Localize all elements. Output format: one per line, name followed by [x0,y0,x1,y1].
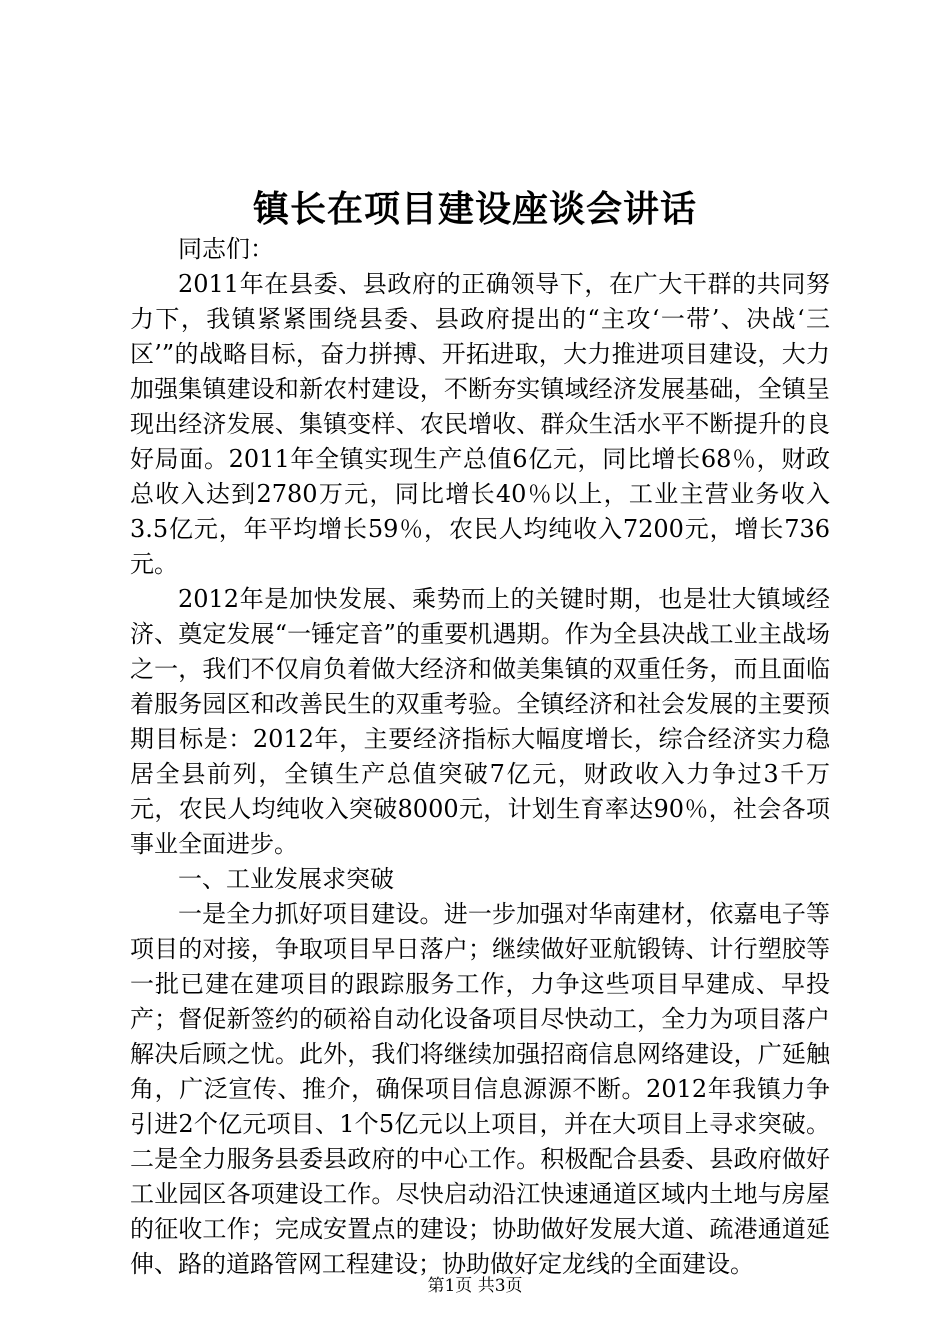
section-heading: 一、工业发展求突破 [178,865,394,893]
body-paragraph: 一是全力抓好项目建设。进一步加强对华南建材，依嘉电子等项目的对接，争取项目早日落户；继续做好亚航锻铸、计行塑胶等一批已建在建项目的跟踪服务工作，力争这些项目早建成、早投产；督促新签约的硕裕自动化设备项目尽快动工，全力为项目落户解决后顾之忧。此外，我们将继续加强招商信息网络建设，广延触角，广泛宣传、推介，确保项目信息源源不断。2012年我镇力争引进2个亿元项目、1个5亿元以上项目，并在大项目上寻求突破。二是全力服务县委县政府的中心工作。积极配合县委、县政府做好工业园区各项建设工作。尽快启动沿江快速通道区域内土地与房屋的征收工作；完成安置点的建设；协助做好发展大道、疏港通道延伸、路的道路管网工程建设；协助做好定龙线的全面建设。 [130,900,830,1278]
body-paragraph: 2011年在县委、县政府的正确领导下，在广大干群的共同努力下，我镇紧紧围绕县委、县政府提出的“主攻‘一带’、决战‘三区’”的战略目标，奋力拼搏、开拓进取，大力推进项目建设，大力加强集镇建设和新农村建设，不断夯实镇域经济发展基础，全镇呈现出经济发展、集镇变样、农民增收、群众生活水平不断提升的良好局面。2011年全镇实现生产总值6亿元，同比增长68％，财政总收入达到2780万元，同比增长40％以上，工业主营业务收入3.5亿元，年平均增长59％，农民人均纯收入7200元，增长736元。 [130,270,830,578]
document-body [130,232,830,1282]
document-title: 镇长在项目建设座谈会讲话 [252,188,697,230]
page-footer: 第1页 共3页 [427,1276,523,1296]
body-paragraph: 2012年是加快发展、乘势而上的关键时期，也是壮大镇域经济、奠定发展“一锤定音”的重要机遇期。作为全县决战工业主战场之一，我们不仅肩负着做大经济和做美集镇的双重任务，而且面临着服务园区和改善民生的双重考验。全镇经济和社会发展的主要预期目标是：2012年，主要经济指标大幅度增长，综合经济实力稳居全县前列，全镇生产总值突破7亿元，财政收入力争过3千万元，农民人均纯收入突破8000元，计划生育率达90％，社会各项事业全面进步。 [130,585,830,858]
salutation-paragraph: 同志们： [178,235,274,263]
